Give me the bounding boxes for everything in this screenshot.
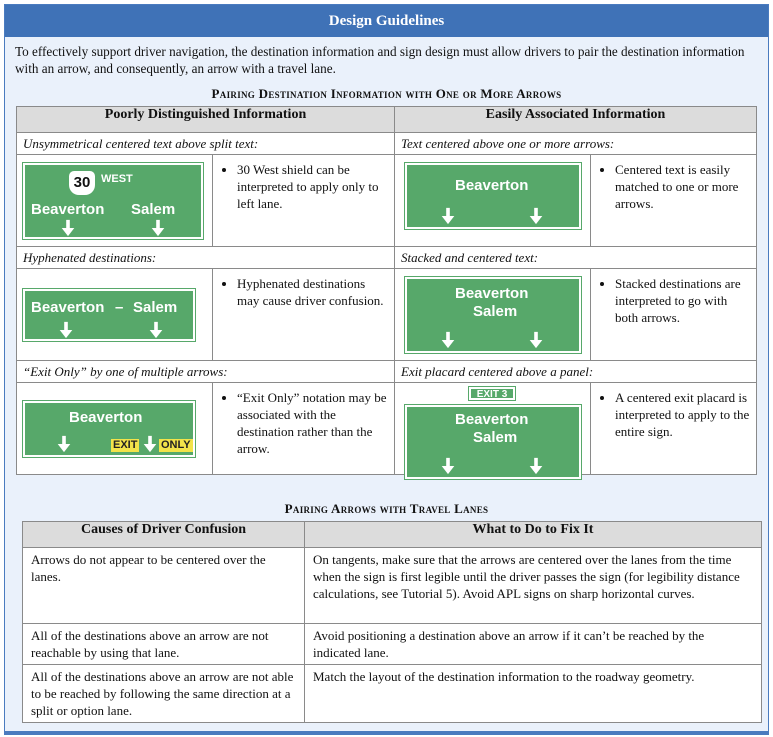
caption-unsymmetrical: Unsymmetrical centered text above split text:: [17, 133, 395, 155]
exit-3-placard: EXIT 3: [469, 387, 515, 400]
down-arrow-icon: [59, 219, 77, 237]
section2-title: Pairing Arrows with Travel Lanes: [284, 501, 489, 516]
down-arrow-icon: [439, 207, 457, 225]
guideline-bullet: • Stacked destinations are interpreted to go with both arrows.: [615, 275, 752, 326]
cause-cell: All of the destinations above an arrow are not reachable by using that lane.: [23, 624, 305, 665]
caption-exit-placard: Exit placard centered above a panel:: [395, 361, 757, 383]
sign-destination-beaverton: Beaverton: [455, 177, 529, 194]
design-guidelines-panel: [4, 4, 769, 735]
sign-destination-beaverton: Beaverton: [31, 201, 105, 218]
fix-cell: On tangents, make sure that the arrows are centered over the lanes from the time when the sign is first legible until the driver passes the sign (for legibility distance calculations, see Tutorial 5). Avoid APL signs on sharp horizontal curves.: [305, 548, 762, 624]
sign-destination-salem: Salem: [473, 429, 518, 446]
sign-cell-centered: [395, 155, 591, 247]
col-fixes: What to Do to Fix It: [305, 522, 762, 548]
down-arrow-icon: [141, 435, 159, 453]
down-arrow-icon: [57, 321, 75, 339]
west-label: WEST: [101, 173, 133, 185]
bullet-cell: [213, 269, 395, 361]
caption-text-centered: Text centered above one or more arrows:: [395, 133, 757, 155]
guideline-bullet: • Hyphenated destinations may cause driver confusion.: [237, 275, 390, 309]
sign-hyphenated: [23, 289, 195, 341]
sign-exit-placard: [405, 405, 581, 479]
down-arrow-icon: [439, 331, 457, 349]
bottom-border: [5, 731, 768, 734]
route-30-shield-icon: 30: [69, 171, 95, 195]
sign-destination-beaverton: Beaverton: [31, 299, 105, 316]
down-arrow-icon: [527, 207, 545, 225]
only-label: ONLY: [161, 439, 191, 451]
sign-dash: –: [115, 299, 124, 316]
cause-cell: Arrows do not appear to be centered over the lanes.: [23, 548, 305, 624]
sign-cell-exit-only: [17, 383, 213, 475]
table-row: [23, 665, 762, 723]
down-arrow-icon: [147, 321, 165, 339]
down-arrow-icon: [149, 219, 167, 237]
cause-cell: All of the destinations above an arrow are not able to be reached by following the same direction at a split or option lane.: [23, 665, 305, 723]
exit-label: EXIT: [113, 439, 138, 451]
sign-destination-salem: Salem: [133, 299, 178, 316]
intro-paragraph: To effectively support driver navigation, the destination information and sign design must allow drivers to pair the destination information with an arrow, and consequently, an arrow with a travel lane.: [15, 44, 745, 76]
sign-destination-beaverton: Beaverton: [69, 409, 143, 426]
bullet-cell: [591, 269, 757, 361]
guideline-bullet: • “Exit Only” notation may be associated with the destination rather than the arrow.: [237, 389, 390, 457]
lane-pairing-table: [22, 521, 762, 723]
col-causes: Causes of Driver Confusion: [23, 522, 305, 548]
bullet-cell: [591, 155, 757, 247]
fix-cell: Match the layout of the destination information to the roadway geometry.: [305, 665, 762, 723]
sign-shield-split: [23, 163, 203, 239]
down-arrow-icon: [527, 457, 545, 475]
panel-title: Design Guidelines: [5, 5, 768, 37]
sign-destination-beaverton: Beaverton: [455, 285, 529, 302]
down-arrow-icon: [439, 457, 457, 475]
arrow-pairing-table: [16, 106, 757, 475]
down-arrow-icon: [527, 331, 545, 349]
table-row: [23, 624, 762, 665]
col-easily-associated: Easily Associated Information: [395, 107, 757, 133]
guideline-bullet: • Centered text is easily matched to one or more arrows.: [615, 161, 752, 212]
sign-destination-salem: Salem: [131, 201, 176, 218]
sign-stacked: [405, 277, 581, 353]
down-arrow-icon: [55, 435, 73, 453]
caption-stacked: Stacked and centered text:: [395, 247, 757, 269]
sign-cell-hyphenated: [17, 269, 213, 361]
sign-cell-stacked: [395, 269, 591, 361]
guideline-bullet: • 30 West shield can be interpreted to apply only to left lane.: [237, 161, 390, 212]
bullet-cell: [213, 155, 395, 247]
sign-cell-shield: [17, 155, 213, 247]
bullet-cell: [213, 383, 395, 475]
guideline-bullet: • A centered exit placard is interpreted to apply to the entire sign.: [615, 389, 752, 440]
fix-cell: Avoid positioning a destination above an arrow if it can’t be reached by the indicated lane.: [305, 624, 762, 665]
sign-destination-salem: Salem: [473, 303, 518, 320]
caption-exit-only: “Exit Only” by one of multiple arrows:: [17, 361, 395, 383]
col-poorly-distinguished: Poorly Distinguished Information: [17, 107, 395, 133]
sign-destination-beaverton: Beaverton: [455, 411, 529, 428]
table-row: [23, 548, 762, 624]
sign-cell-exit-placard: [395, 383, 591, 475]
sign-exit-only: [23, 401, 195, 457]
section1-title: Pairing Destination Information with One or More Arrows: [211, 86, 562, 101]
caption-hyphenated: Hyphenated destinations:: [17, 247, 395, 269]
sign-text-centered: [405, 163, 581, 229]
bullet-cell: [591, 383, 757, 475]
